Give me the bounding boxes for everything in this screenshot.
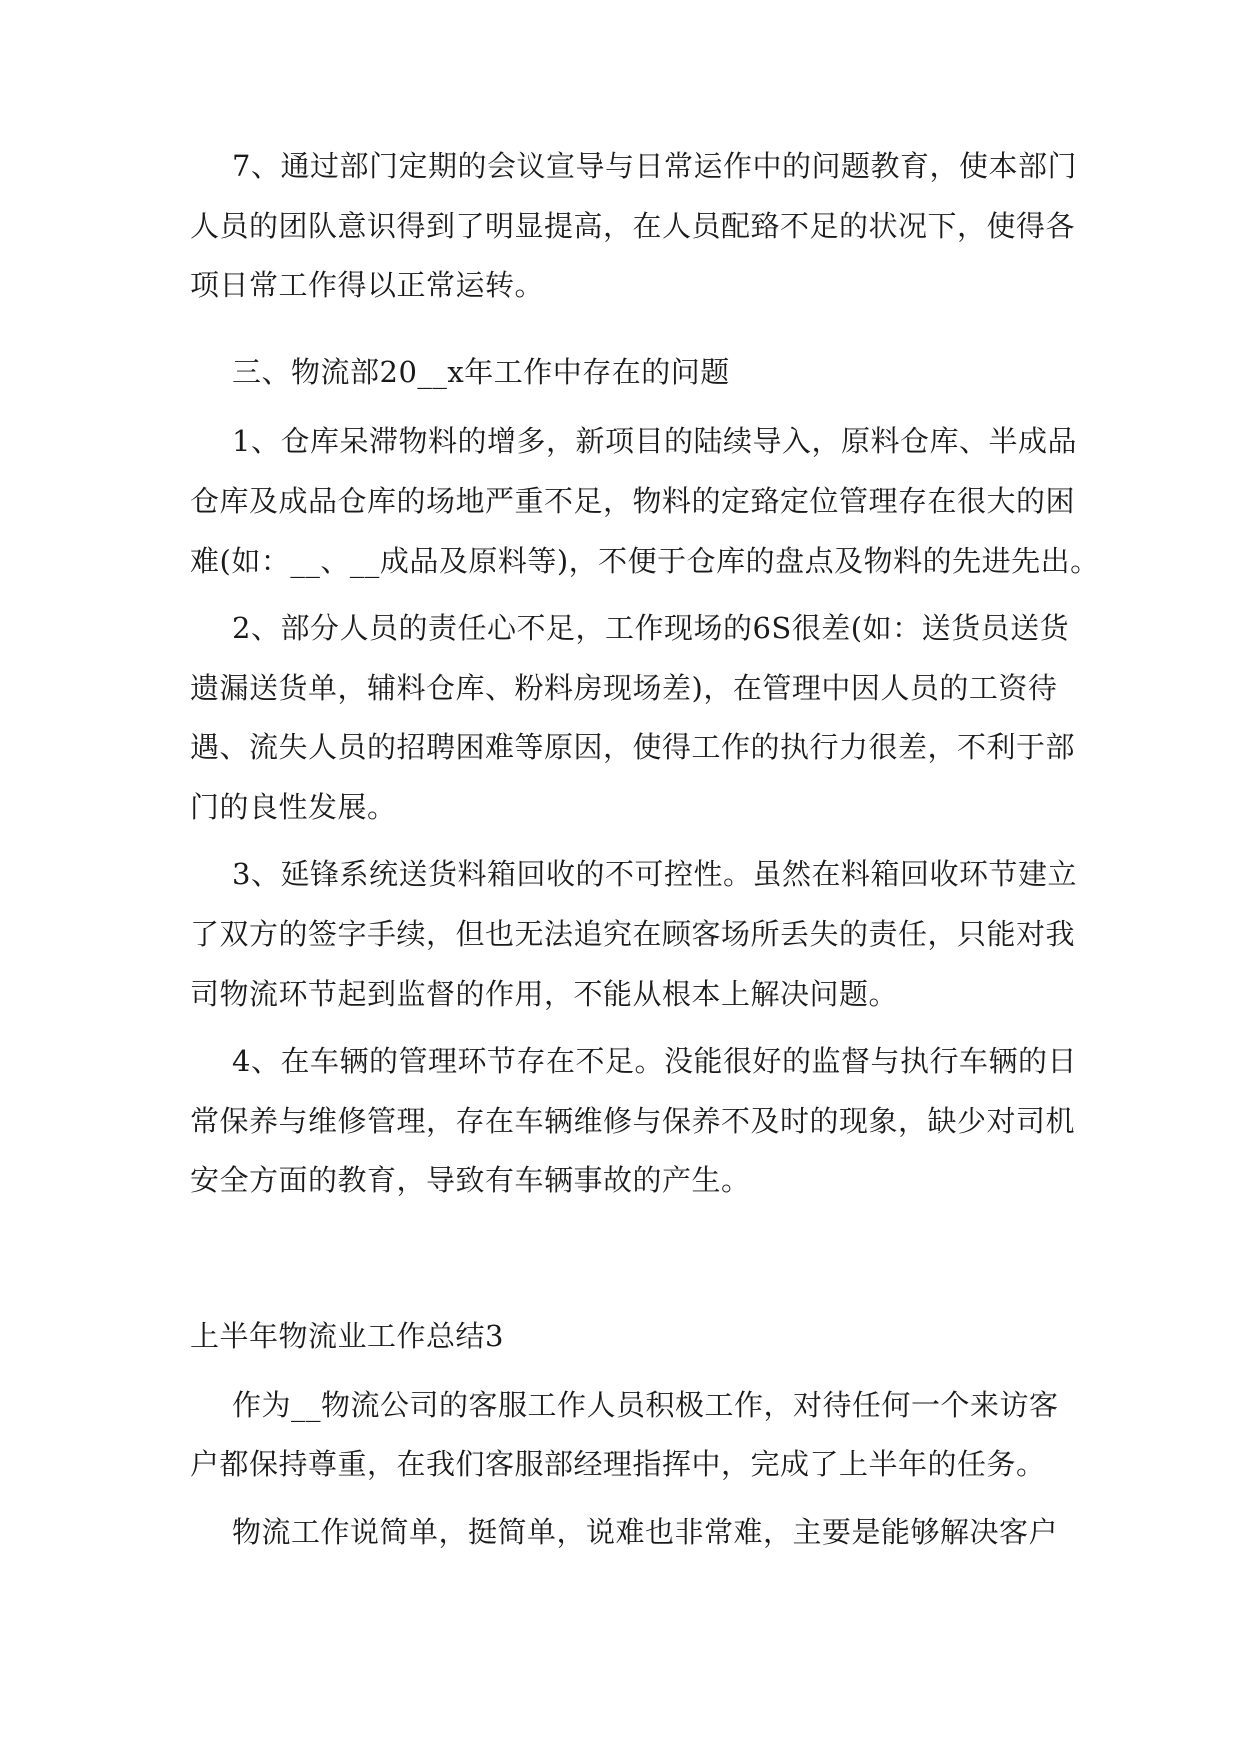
problem-3-line-2: 了双方的签字手续，但也无法追究在顾客场所丢失的责任，只能对我 bbox=[190, 917, 1076, 951]
paragraph-7-line-2: 人员的团队意识得到了明显提高，在人员配臵不足的状况下，使得各 bbox=[190, 209, 1076, 243]
problem-2-line-2: 遗漏送货单，辅料仓库、粉料房现场差)，在管理中因人员的工资待 bbox=[190, 671, 1058, 705]
second-paragraph-line-1: 物流工作说简单，挺简单，说难也非常难，主要是能够解决客户 bbox=[232, 1515, 1059, 1549]
problem-1-line-1: 1、仓库呆滞物料的增多，新项目的陆续导入，原料仓库、半成品 bbox=[232, 424, 1077, 458]
problem-3-line-1: 3、延锋系统送货料箱回收的不可控性。虽然在料箱回收环节建立 bbox=[232, 857, 1077, 891]
article-title: 上半年物流业工作总结3 bbox=[190, 1319, 504, 1353]
problem-1-line-3: 难(如：__、__成品及原料等)，不便于仓库的盘点及物料的先进先出。 bbox=[190, 544, 1100, 578]
problem-1-line-2: 仓库及成品仓库的场地严重不足，物料的定臵定位管理存在很大的困 bbox=[190, 484, 1076, 518]
intro-paragraph-line-2: 户都保持尊重，在我们客服部经理指挥中，完成了上半年的任务。 bbox=[190, 1447, 1046, 1481]
problem-2-line-4: 门的良性发展。 bbox=[190, 790, 397, 824]
problem-4-line-1: 4、在车辆的管理环节存在不足。没能很好的监督与执行车辆的日 bbox=[232, 1044, 1077, 1078]
problem-4-line-3: 安全方面的教育，导致有车辆事故的产生。 bbox=[190, 1163, 751, 1197]
intro-paragraph-line-1: 作为__物流公司的客服工作人员积极工作，对待任何一个来访客 bbox=[232, 1388, 1059, 1422]
problem-2-line-3: 遇、流失人员的招聘困难等原因，使得工作的执行力很差，不利于部 bbox=[190, 730, 1076, 764]
problem-2-line-1: 2、部分人员的责任心不足，工作现场的6S很差(如：送货员送货 bbox=[232, 611, 1070, 645]
paragraph-7-line-1: 7、通过部门定期的会议宣导与日常运作中的问题教育，使本部门 bbox=[232, 149, 1077, 183]
problem-3-line-3: 司物流环节起到监督的作用，不能从根本上解决问题。 bbox=[190, 977, 899, 1011]
problem-4-line-2: 常保养与维修管理，存在车辆维修与保养不及时的现象，缺少对司机 bbox=[190, 1104, 1076, 1138]
paragraph-7-line-3: 项日常工作得以正常运转。 bbox=[190, 268, 545, 302]
section-heading-problems: 三、物流部20__x年工作中存在的问题 bbox=[232, 355, 730, 389]
